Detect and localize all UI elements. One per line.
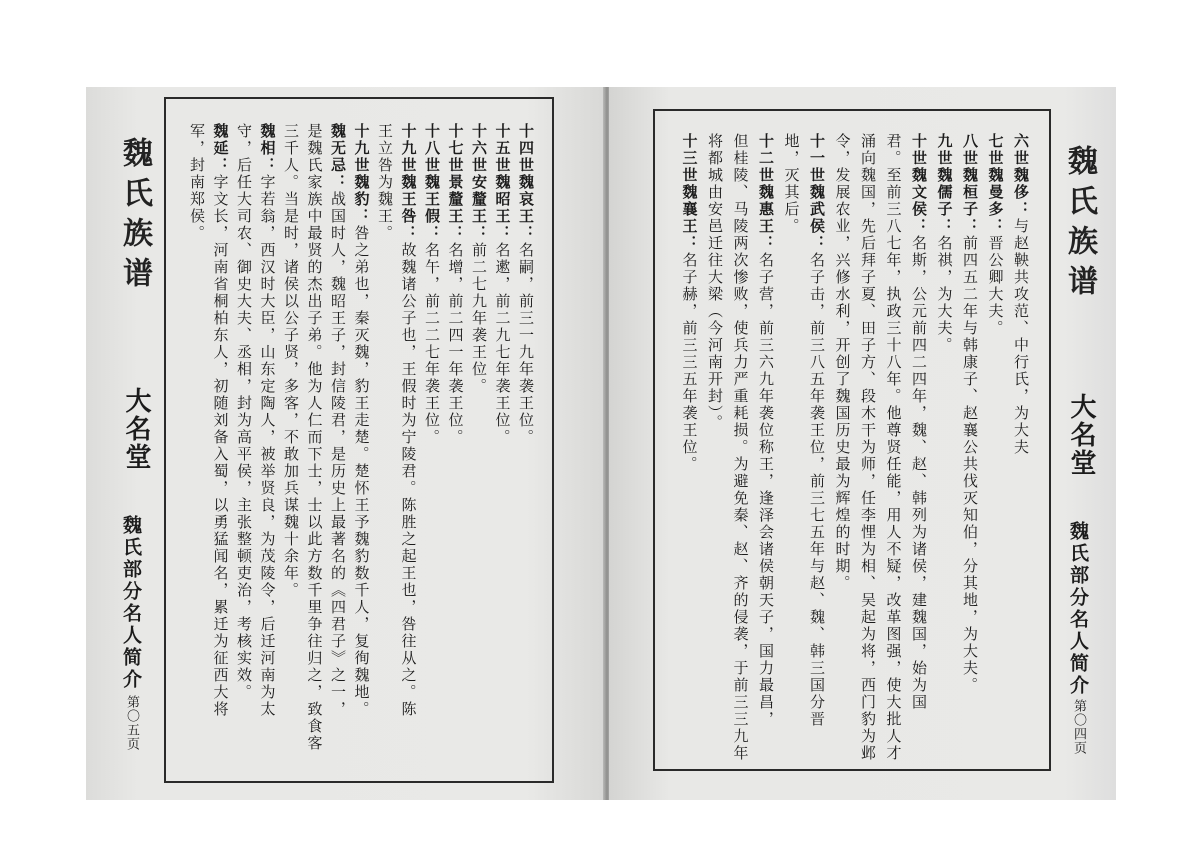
entry-text: 名增，前二四一年袭王位。 — [446, 242, 465, 446]
entry-heading: 魏无忌： — [329, 123, 347, 191]
entry-text: 与赵鞅共攻范、中行氏，为大夫 — [1012, 218, 1030, 456]
text-column — [731, 133, 751, 762]
entry-heading: 七世魏曼多： — [986, 133, 1005, 235]
entry-text: 名斯，公元前四二四年，魏、赵、韩列为诸侯，建魏国，始为国 — [910, 235, 928, 711]
entry-heading: 魏延： — [211, 123, 230, 174]
text-column — [807, 133, 827, 728]
text-column — [516, 123, 536, 446]
entry-text: 名子赫，前三三五年袭王位。 — [680, 252, 699, 473]
text-column — [986, 133, 1006, 337]
entry-text: 三千人。当是时，诸侯以公子贤，多客，不敢加兵谋魏十余年。 — [282, 123, 300, 599]
left-page-hall-name: 大名堂 — [121, 387, 151, 471]
entry-text: 将都城由安邑迁往大梁（今河南开封）。 — [706, 133, 724, 432]
entry-text: 名嗣，前三一九年袭王位。 — [517, 242, 535, 446]
left-page — [86, 87, 605, 800]
text-column — [258, 123, 278, 718]
entry-text: 前二七九年袭王位。 — [470, 242, 488, 395]
text-column — [1011, 133, 1031, 456]
text-column — [234, 123, 254, 701]
text-column — [705, 133, 725, 432]
entry-text: 但桂陵、马陵两次惨败，使兵力严重耗损。为避免秦、赵、齐的侵袭，于前三三九年 — [731, 133, 750, 762]
text-column — [833, 133, 853, 592]
text-column — [281, 123, 301, 599]
entry-heading: 魏相： — [258, 123, 277, 174]
right-page — [609, 87, 1116, 800]
entry-text: 名子击，前三八五年袭王位，前三七五年与赵、魏、韩三国分晋 — [808, 252, 826, 728]
entry-heading: 十九世魏王咎： — [399, 123, 418, 242]
entry-heading: 十六世安釐王： — [470, 123, 488, 242]
text-column — [493, 123, 513, 446]
entry-heading: 九世魏儒子： — [935, 133, 954, 235]
text-column — [375, 123, 395, 242]
right-page-hall-name: 大名堂 — [1066, 393, 1096, 477]
entry-text: 令，发展农业，兴修水利，开创了魏国历史最为辉煌的时期。 — [833, 133, 852, 592]
entry-heading: 十世魏文侯： — [910, 133, 928, 235]
entry-heading: 六世魏侈： — [1012, 133, 1030, 218]
entry-text: 涌向魏国，先后拜子夏、田子方、段木干为师，任李悝为相、吴起为将，西门豹为邺 — [859, 133, 877, 762]
text-column — [187, 123, 207, 242]
entry-text: 君。至前三八七年，执政三十八年。他尊贤任能，用人不疑，改革图强，使大批人才 — [884, 133, 903, 762]
text-column — [782, 133, 802, 235]
entry-text: 字文长，河南省桐柏东人，初随刘备入蜀，以勇猛闻名，累迁为征西大将 — [211, 174, 230, 718]
text-column — [884, 133, 904, 762]
entry-heading: 十七世景釐王： — [446, 123, 465, 242]
text-column — [935, 133, 955, 354]
entry-text: 是魏氏家族中最贤的杰出子弟。他为人仁而下士，士以此方数千里争往归之，致食客 — [305, 123, 324, 752]
text-column — [211, 123, 231, 718]
entry-heading: 十九世魏豹： — [352, 123, 371, 225]
right-page-number: 第〇四页 — [1071, 699, 1086, 755]
text-column — [422, 123, 442, 446]
entry-text: 战国时人，魏昭王子，封信陵君，是历史上最著名的《四君子》之一， — [329, 191, 347, 718]
entry-text: 地，灭其后。 — [782, 133, 801, 235]
entry-text: 名祺，为大夫。 — [935, 235, 954, 354]
left-page-number: 第〇五页 — [124, 695, 139, 751]
entry-heading: 十五世魏昭王： — [493, 123, 512, 242]
entry-heading: 十二世魏惠王： — [757, 133, 775, 252]
entry-text: 名遬，前二九七年袭王位。 — [493, 242, 512, 446]
text-column — [469, 123, 489, 395]
text-column — [858, 133, 878, 762]
entry-text: 王立咎为魏王。 — [376, 123, 394, 242]
left-page-title: 魏氏族谱 — [117, 137, 152, 297]
entry-text: 咎之弟也，秦灭魏，豹王走楚。楚怀王予魏豹数千人，复徇魏地。 — [352, 225, 371, 718]
entry-text: 晋公卿大夫。 — [986, 235, 1005, 337]
entry-text: 故魏诸公子也，王假时为宁陵君。陈胜之起王也，咎往从之。陈 — [399, 242, 418, 718]
left-page-section-title: 魏氏部分名人简介 — [120, 515, 142, 691]
right-page-section-title: 魏氏部分名人简介 — [1067, 521, 1089, 697]
entry-heading: 十一世魏武侯： — [808, 133, 826, 252]
text-column — [909, 133, 929, 711]
entry-text: 名子营，前三六九年袭位称王，逢泽会诸侯朝天子，国力最昌， — [757, 252, 775, 728]
entry-text: 名午，前二二七年袭王位。 — [423, 242, 441, 446]
right-page-title: 魏氏族谱 — [1062, 145, 1097, 305]
entry-text: 字若翁，西汉时大臣，山东定陶人，被举贤良，为茂陵令，后迁河南为太 — [258, 174, 277, 718]
open-book — [86, 87, 1116, 800]
text-column — [399, 123, 419, 718]
entry-text: 守，后任大司农、御史大夫、丞相，封为高平侯，主张整顿吏治，考核实效。 — [235, 123, 253, 701]
text-column — [756, 133, 776, 728]
text-column — [680, 133, 700, 473]
text-column — [352, 123, 372, 718]
entry-heading: 十四世魏哀王： — [517, 123, 535, 242]
text-column — [960, 133, 980, 694]
entry-text: 军，封南郑侯。 — [188, 123, 206, 242]
entry-heading: 十三世魏襄王： — [680, 133, 699, 252]
entry-text: 前四五二年与韩康子、赵襄公共伐灭知伯，分其地，为大夫。 — [961, 235, 979, 694]
text-column — [305, 123, 325, 752]
text-column — [446, 123, 466, 446]
entry-heading: 十八世魏王假： — [423, 123, 441, 242]
text-column — [328, 123, 348, 718]
entry-heading: 八世魏桓子： — [961, 133, 979, 235]
